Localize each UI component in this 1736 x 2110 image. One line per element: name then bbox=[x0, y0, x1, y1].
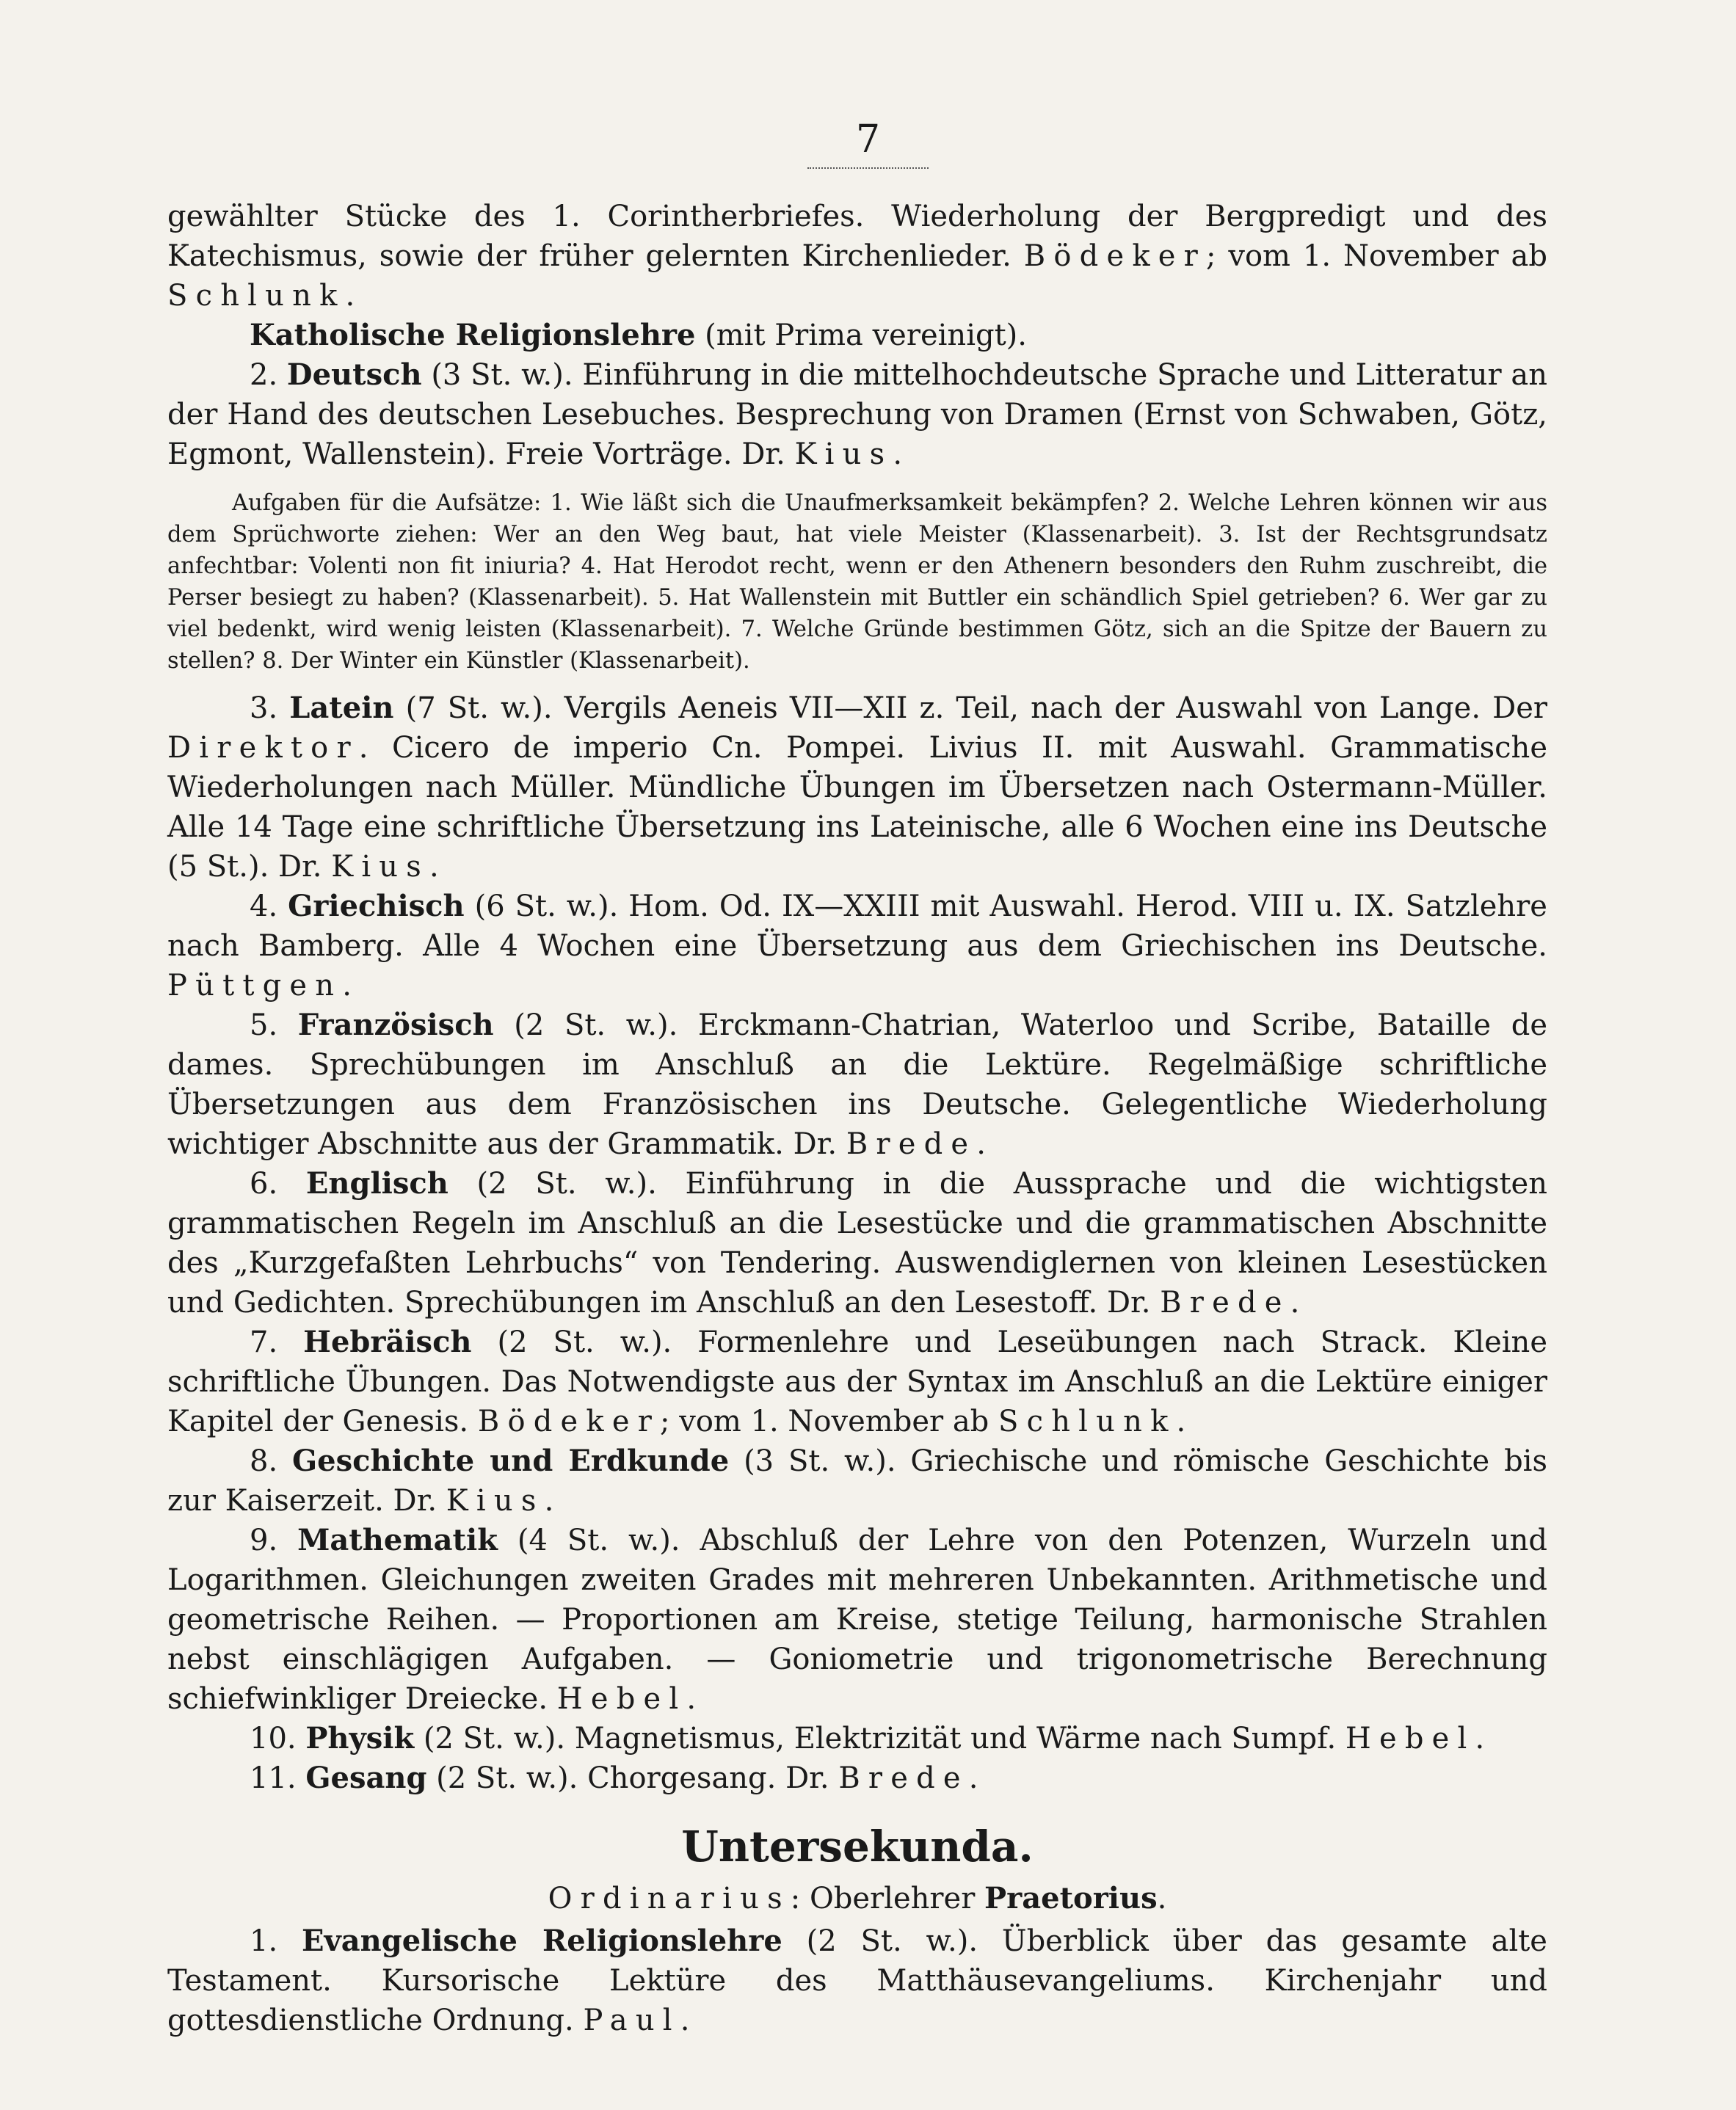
subject-title: Gesang bbox=[305, 1761, 427, 1795]
item-number: 9. bbox=[250, 1524, 298, 1557]
ordinarius-line: Ordinarius: Oberlehrer Praetorius. bbox=[548, 1881, 1167, 1916]
subject-title: Englisch bbox=[305, 1166, 448, 1201]
section-heading: Untersekunda. bbox=[681, 1822, 1034, 1871]
text: . Cicero de imperio Cn. Pompei. Livius II. mit Auswahl. Grammatische Wiederholungen nach Müller. Mündliche Übungen im Übersetzen nach Ostermann-Müller. Alle 14 Tage eine schriftliche Übersetzung ins Lateinische, alle 6 Wochen eine ins Deutsche (5 St.). Dr. bbox=[167, 731, 1547, 884]
teacher-name: Direktor bbox=[167, 731, 359, 765]
item-number: 3. bbox=[250, 691, 290, 725]
text: (7 St. w.). Vergils Aeneis VII—XII z. Teil, nach der Auswahl von Lange. Der bbox=[393, 691, 1547, 725]
teacher-name: Kius bbox=[331, 850, 429, 884]
paragraph-englisch: 6. Englisch (2 St. w.). Einführung in die Aussprache und die wichtigsten grammatischen Regeln im Anschluß an die Lesestücke und die grammatischen Abschnitte des „Kurzgefaßten Lehrbuchs“ von Tendering. Auswendiglernen von kleinen Lesestücken und Gedichten. Sprechübungen im Anschluß an den Lesestoff. Dr. Brede. bbox=[167, 1166, 1547, 1320]
text: (4 St. w.). Abschluß der Lehre von den Potenzen, Wurzeln und Logarithmen. Gleichungen zweiten Grades mit mehreren Unbekannten. Arithmetische und geometrische Reihen. — Proportionen am Kreise, stetige Teilung, harmonische Strahlen nebst einschlägigen Aufgaben. — Goniometrie und trigonometrische Berechnung schiefwinkliger Dreiecke. bbox=[167, 1524, 1548, 1716]
page-body bbox=[167, 197, 1547, 2040]
teacher-name: Hebel bbox=[556, 1682, 687, 1716]
subject-title: Mathematik bbox=[297, 1523, 498, 1557]
teacher-name: Kius bbox=[794, 437, 893, 471]
subject-title: Latein bbox=[289, 691, 394, 725]
text: (2 St. w.). Erckmann-Chatrian, Waterloo und Scribe, Bataille de dames. Sprechübungen im Anschluß an die Lektüre. Regelmäßige schriftliche Übersetzungen aus dem Französischen ins Deutsche. Gelegentliche Wiederholung wichtiger Abschnitte aus der Grammatik. Dr. bbox=[167, 1008, 1547, 1161]
subject-title: Katholische Religionslehre bbox=[250, 318, 696, 352]
text: ; vom 1. November ab bbox=[1205, 239, 1547, 273]
text: (2 St. w.). Magnetismus, Elektrizität und Wärme nach Sumpf. bbox=[414, 1722, 1345, 1756]
text: (3 St. w.). Einführung in die mittelhochdeutsche Sprache und Litteratur an der Hand des deutschen Lesebuches. Besprechung von Dramen (Ernst von Schwaben, Götz, Egmont, Wallenstein). Freie Vorträge. Dr. bbox=[167, 358, 1547, 471]
subject-title: Geschichte und Erdkunde bbox=[292, 1444, 730, 1478]
text: (2 St. w.). Einführung in die Aussprache und die wichtigsten grammatischen Regeln im Anschluß an die Lesestücke und die grammatischen Abschnitte des „Kurzgefaßten Lehrbuchs“ von Tendering. Auswendiglernen von kleinen Lesestücken und Gedichten. Sprechübungen im Anschluß an den Lesestoff. Dr. bbox=[167, 1167, 1547, 1320]
paragraph-deutsch: 2. Deutsch (3 St. w.). Einführung in die mittelhochdeutsche Sprache und Litteratur an der Hand des deutschen Lesebuches. Besprechung von Dramen (Ernst von Schwaben, Götz, Egmont, Wallenstein). Freie Vorträge. Dr. Kius. bbox=[167, 357, 1547, 471]
teacher-name: Kius bbox=[446, 1484, 545, 1518]
paragraph-katholische-religion bbox=[167, 316, 1547, 355]
page-number: 7 bbox=[855, 117, 881, 161]
text: (6 St. w.). Hom. Od. IX—XXIII mit Auswahl. Herod. VIII u. IX. Satzlehre nach Bamberg. Alle 4 Wochen eine Übersetzung aus dem Griechischen ins Deutsche. bbox=[167, 890, 1547, 963]
paragraph-gesang: 11. Gesang (2 St. w.). Chorgesang. Dr. Brede. bbox=[250, 1761, 978, 1795]
subject-title: Französisch bbox=[297, 1008, 494, 1042]
item-number: 7. bbox=[250, 1325, 304, 1359]
teacher-name: Bödeker bbox=[477, 1405, 661, 1438]
subject-title: Griechisch bbox=[288, 889, 465, 923]
paragraph-evangelische-religion: 1. Evangelische Religionslehre (2 St. w.). Überblick über das gesamte alte Testament. Kursorische Lektüre des Matthäusevangeliums. Kirchenjahr und gottesdienstliche Ordnung. Paul. bbox=[167, 1924, 1547, 2037]
item-number: 6. bbox=[250, 1167, 306, 1201]
text: ; vom 1. November ab bbox=[660, 1405, 998, 1438]
teacher-name: Paul bbox=[583, 2004, 680, 2037]
paragraph-franzoesisch: 5. Französisch (2 St. w.). Erckmann-Chatrian, Waterloo und Scribe, Bataille de dames. Sprechübungen im Anschluß an die Lektüre. Regelmäßige schriftliche Übersetzungen aus dem Französischen ins Deutsche. Gelegentliche Wiederholung wichtiger Abschnitte aus der Grammatik. Dr. Brede. bbox=[167, 1008, 1547, 1161]
paragraph-geschichte: 8. Geschichte und Erdkunde (3 St. w.). Griechische und römische Geschichte bis zur Kaiserzeit. Dr. Kius. bbox=[167, 1444, 1547, 1518]
teacher-name: Hebel bbox=[1345, 1722, 1475, 1756]
paragraph-griechisch: 4. Griechisch (6 St. w.). Hom. Od. IX—XXIII mit Auswahl. Herod. VIII u. IX. Satzlehre nach Bamberg. Alle 4 Wochen eine Übersetzung aus dem Griechischen ins Deutsche. Püttgen. bbox=[167, 889, 1547, 1003]
paragraph-aufsatz-aufgaben: Aufgaben für die Aufsätze: 1. Wie läßt sich die Unaufmerksamkeit bekämpfen? 2. Welche Lehren können wir aus dem Sprüchworte ziehen: Wer an den Weg baut, hat viele Meister (Klassenarbeit). 3. Ist der Rechtsgrundsatz anfechtbar: Volenti non fit iniuria? 4. Hat Herodot recht, wenn er den Athenern besonders den Ruhm zuschreibt, die Perser besiegt zu haben? (Klassenarbeit). 5. Hat Wallenstein mit Buttler ein schändlich Spiel getrieben? 6. Wer gar zu viel bedenkt, wird wenig leisten (Klassenarbeit). 7. Welche Gründe bestimmen Götz, sich an die Spitze der Bauern zu stellen? 8. Der Winter ein Künstler (Klassenarbeit). bbox=[167, 490, 1547, 674]
teacher-name: Brede bbox=[838, 1761, 969, 1795]
item-number: 2. bbox=[250, 358, 287, 392]
subject-title: Physik bbox=[305, 1721, 415, 1756]
item-number: 8. bbox=[250, 1444, 293, 1478]
text: (2 St. w.). Formenlehre und Leseübungen nach Strack. Kleine schriftliche Übungen. Das Notwendigste aus der Syntax im Anschluß an die Lektüre einiger Kapitel der Genesis. bbox=[167, 1325, 1547, 1438]
item-number: 11. bbox=[250, 1761, 306, 1795]
ordinarius-name: Praetorius bbox=[984, 1881, 1158, 1916]
item-number: 5. bbox=[250, 1008, 298, 1042]
paragraph-mathematik: 9. Mathematik (4 St. w.). Abschluß der Lehre von den Potenzen, Wurzeln und Logarithmen. Gleichungen zweiten Grades mit mehreren Unbekannten. Arithmetische und geometrische Reihen. — Proportionen am Kreise, stetige Teilung, harmonische Strahlen nebst einschlägigen Aufgaben. — Goniometrie und trigonometrische Berechnung schiefwinkliger Dreiecke. Hebel. bbox=[167, 1523, 1548, 1716]
item-number: 4. bbox=[250, 890, 288, 923]
paragraph-latein: 3. Latein (7 St. w.). Vergils Aeneis VII—XII z. Teil, nach der Auswahl von Lange. Der Direktor. Cicero de imperio Cn. Pompei. Livius II. mit Auswahl. Grammatische Wiederholungen nach Müller. Mündliche Übungen im Übersetzen nach Ostermann-Müller. Alle 14 Tage eine schriftliche Übersetzung ins Lateinische, alle 6 Wochen eine ins Deutsche (5 St.). Dr. Kius. bbox=[167, 691, 1547, 884]
teacher-name: Schlunk bbox=[998, 1405, 1177, 1438]
text: (2 St. w.). Überblick über das gesamte alte Testament. Kursorische Lektüre des Matthäusevangeliums. Kirchenjahr und gottesdienstliche Ordnung. bbox=[167, 1924, 1547, 2037]
text: (mit Prima vereinigt). bbox=[695, 319, 1027, 352]
text: (3 St. w.). Griechische und römische Geschichte bis zur Kaiserzeit. Dr. bbox=[167, 1444, 1547, 1518]
ordinarius-label: Ordinarius bbox=[548, 1882, 791, 1916]
teacher-name: Püttgen bbox=[167, 969, 343, 1003]
teacher-name: Brede bbox=[1160, 1286, 1290, 1320]
paragraph-religion-continued: gewählter Stücke des 1. Corintherbriefes. Wiederholung der Bergpredigt und des Katechismus, sowie der früher gelernten Kirchenlieder. Bödeker; vom 1. November ab Schlunk. bbox=[167, 200, 1547, 313]
subject-title: Deutsch bbox=[286, 357, 422, 392]
item-number: 1. bbox=[250, 1924, 302, 1958]
item-number: 10. bbox=[250, 1722, 306, 1756]
teacher-name: Schlunk bbox=[167, 279, 346, 313]
paragraph-hebraeisch: 7. Hebräisch (2 St. w.). Formenlehre und Leseübungen nach Strack. Kleine schriftliche Übungen. Das Notwendigste aus der Syntax im Anschluß an die Lektüre einiger Kapitel der Genesis. Bödeker; vom 1. November ab Schlunk. bbox=[167, 1325, 1547, 1438]
text: (2 St. w.). Chorgesang. Dr. bbox=[426, 1761, 839, 1795]
subject-title: Hebräisch bbox=[303, 1325, 472, 1359]
paragraph-physik: 10. Physik (2 St. w.). Magnetismus, Elektrizität und Wärme nach Sumpf. Hebel. bbox=[250, 1721, 1485, 1756]
teacher-name: Brede bbox=[846, 1127, 977, 1161]
subject-title: Evangelische Religionslehre bbox=[302, 1924, 782, 1958]
text: : Oberlehrer bbox=[790, 1882, 985, 1916]
teacher-name: Bödeker bbox=[1023, 239, 1206, 273]
text: gewählter Stücke des 1. Corintherbriefes. Wiederholung der Bergpredigt und des Katechismus, sowie der früher gelernten Kirchenlieder. bbox=[167, 200, 1547, 273]
page-number-ornament bbox=[807, 163, 929, 169]
